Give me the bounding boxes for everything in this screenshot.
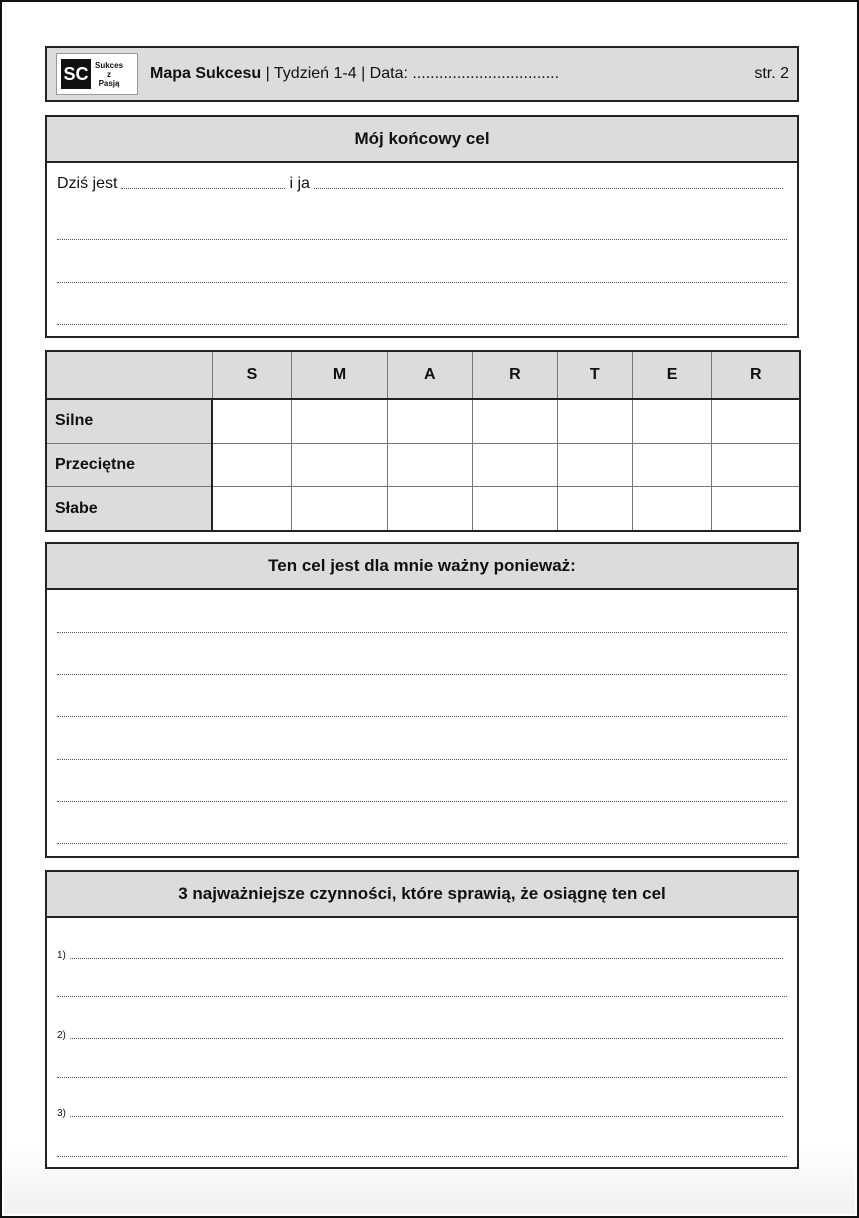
logo-text — [95, 61, 123, 88]
importance-line[interactable] — [57, 674, 787, 675]
smart-cell[interactable] — [212, 399, 292, 443]
page-number: str. 2 — [754, 65, 789, 82]
smart-cell[interactable] — [387, 443, 472, 486]
smart-cell[interactable] — [472, 443, 557, 486]
logo — [56, 53, 138, 95]
importance-line[interactable] — [57, 801, 787, 802]
smart-table — [45, 350, 801, 532]
smart-col-s: S — [212, 351, 292, 399]
goal-line[interactable] — [57, 324, 787, 325]
document-header — [45, 46, 799, 102]
goal-line[interactable] — [57, 282, 787, 283]
action-fill[interactable] — [70, 1116, 783, 1117]
smart-col-r2: R — [712, 351, 800, 399]
smart-cell[interactable] — [632, 487, 712, 531]
action-line[interactable] — [57, 1156, 787, 1157]
smart-cell[interactable] — [712, 487, 800, 531]
action-item-3[interactable] — [57, 1108, 787, 1119]
title-rest: | Tydzień 1-4 | Data: ................................. — [261, 65, 560, 82]
smart-corner — [46, 351, 212, 399]
document-title — [150, 65, 559, 83]
smart-header-row — [46, 351, 800, 399]
smart-row-strong — [46, 399, 800, 443]
today-fill[interactable] — [121, 188, 285, 189]
smart-cell[interactable] — [712, 443, 800, 486]
smart-col-t: T — [557, 351, 632, 399]
smart-cell[interactable] — [212, 487, 292, 531]
smart-cell[interactable] — [557, 443, 632, 486]
action-number: 1) — [57, 950, 66, 961]
logo-mark: SC — [61, 59, 91, 89]
smart-col-m: M — [292, 351, 387, 399]
smart-col-e: E — [632, 351, 712, 399]
smart-row-weak — [46, 487, 800, 531]
smart-cell[interactable] — [292, 399, 387, 443]
action-item-2[interactable] — [57, 1030, 787, 1041]
importance-line[interactable] — [57, 759, 787, 760]
actions-section — [45, 870, 799, 1169]
row-label: Słabe — [46, 487, 212, 531]
importance-line[interactable] — [57, 843, 787, 844]
smart-col-a: A — [387, 351, 472, 399]
importance-heading: Ten cel jest dla mnie ważny ponieważ: — [47, 544, 797, 590]
smart-cell[interactable] — [387, 399, 472, 443]
goal-fill[interactable] — [314, 188, 783, 189]
smart-cell[interactable] — [472, 487, 557, 531]
smart-row-average — [46, 443, 800, 486]
smart-cell[interactable] — [557, 399, 632, 443]
goal-section — [45, 115, 799, 338]
importance-section — [45, 542, 799, 858]
smart-cell[interactable] — [292, 443, 387, 486]
logo-line-2: z — [107, 69, 112, 79]
smart-cell[interactable] — [387, 487, 472, 531]
action-line[interactable] — [57, 996, 787, 997]
action-fill[interactable] — [70, 958, 783, 959]
importance-line[interactable] — [57, 716, 787, 717]
smart-cell[interactable] — [632, 443, 712, 486]
smart-cell[interactable] — [212, 443, 292, 486]
action-fill[interactable] — [70, 1038, 783, 1039]
smart-cell[interactable] — [632, 399, 712, 443]
smart-cell[interactable] — [292, 487, 387, 531]
goal-heading: Mój końcowy cel — [47, 117, 797, 163]
smart-cell[interactable] — [712, 399, 800, 443]
smart-cell[interactable] — [472, 399, 557, 443]
smart-cell[interactable] — [557, 487, 632, 531]
logo-line-1: Sukces — [95, 60, 124, 70]
action-number: 2) — [57, 1030, 66, 1041]
action-line[interactable] — [57, 1077, 787, 1078]
goal-first-line[interactable] — [57, 175, 787, 193]
row-label: Przeciętne — [46, 443, 212, 486]
title-bold: Mapa Sukcesu — [150, 65, 262, 82]
today-label: Dziś jest — [57, 175, 118, 192]
and-label: i ja — [289, 175, 310, 192]
importance-line[interactable] — [57, 632, 787, 633]
action-number: 3) — [57, 1108, 66, 1119]
actions-heading: 3 najważniejsze czynności, które sprawią, że osiągnę ten cel — [47, 872, 797, 918]
smart-col-r: R — [472, 351, 557, 399]
row-label: Silne — [46, 399, 212, 443]
goal-line[interactable] — [57, 239, 787, 240]
action-item-1[interactable] — [57, 950, 787, 961]
logo-line-3: Pasją — [98, 78, 120, 88]
